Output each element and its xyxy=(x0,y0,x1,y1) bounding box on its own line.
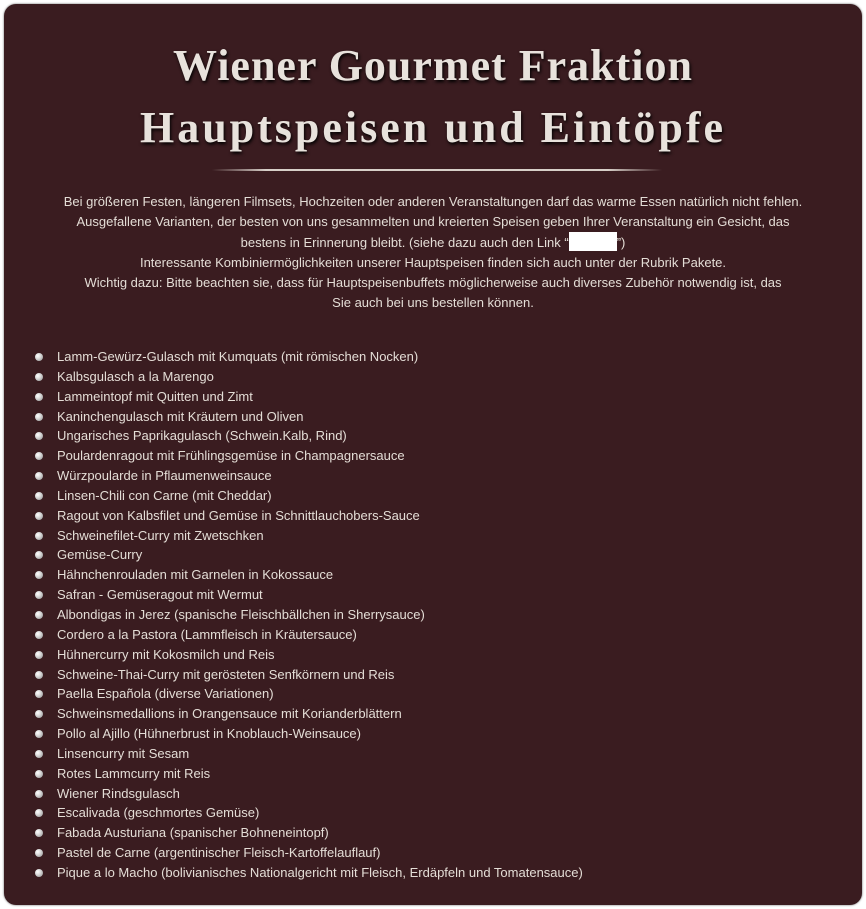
list-item xyxy=(34,724,583,744)
dish-name: Albondigas in Jerez (spanische Fleischbällchen in Sherrysauce) xyxy=(57,606,425,622)
list-item xyxy=(34,605,583,625)
dish-name: Schweinsmedallions in Orangensauce mit Korianderblättern xyxy=(57,706,402,722)
dish-name: Kaninchengulasch mit Kräutern und Oliven xyxy=(57,408,304,424)
bullet-icon xyxy=(35,413,43,421)
list-item xyxy=(34,446,583,466)
bullet-icon xyxy=(35,750,43,758)
intro-line: Bei größeren Festen, längeren Filmsets, Hochzeiten oder anderen Veranstaltungen darf das warme Essen natürlich nicht fehlen. xyxy=(63,194,803,209)
intro-line-text: ”) xyxy=(616,235,626,250)
dish-name: Poulardenragout mit Frühlingsgemüse in Champagnersauce xyxy=(57,448,405,464)
bullet-icon xyxy=(35,611,43,619)
dish-name: Schweinefilet-Curry mit Zwetschken xyxy=(57,527,264,543)
bullet-icon xyxy=(35,353,43,361)
dish-name: Lamm-Gewürz-Gulasch mit Kumquats (mit römischen Nocken) xyxy=(57,349,419,364)
page-title: Wiener Gourmet Fraktion xyxy=(173,41,693,90)
list-item xyxy=(34,863,583,883)
list-item xyxy=(34,426,583,446)
bullet-icon xyxy=(35,829,43,837)
bullet-icon xyxy=(35,571,43,579)
dish-name: Ungarisches Paprikagulasch (Schwein.Kalb, Rind) xyxy=(57,428,347,444)
bullet-icon xyxy=(35,790,43,798)
list-item xyxy=(34,823,583,843)
list-item xyxy=(34,526,583,546)
intro-line-text: bestens in Erinnerung bleibt. (siehe dazu auch den Link “ xyxy=(240,235,569,250)
dish-name: Hähnchenrouladen mit Garnelen in Kokossauce xyxy=(57,567,334,583)
bullet-icon xyxy=(35,591,43,599)
list-item xyxy=(34,407,583,427)
dish-name: Linsen-Chili con Carne (mit Cheddar) xyxy=(57,487,272,503)
dish-name: Ragout von Kalbsfilet und Gemüse in Schnittlauchobers-Sauce xyxy=(57,507,420,523)
bullet-icon xyxy=(35,710,43,718)
list-item xyxy=(34,466,583,486)
list-item xyxy=(34,704,583,724)
bullet-icon xyxy=(35,671,43,679)
dish-name: Fabada Austuriana (spanischer Bohneneintopf) xyxy=(57,825,329,841)
dish-list xyxy=(34,347,583,883)
list-item xyxy=(34,665,583,685)
intro-line: Sie auch bei uns bestellen können. xyxy=(332,295,534,310)
bullet-icon xyxy=(35,512,43,520)
link-placeholder[interactable] xyxy=(569,232,617,251)
list-item xyxy=(34,764,583,784)
bullet-icon xyxy=(35,651,43,659)
dish-name: Linsencurry mit Sesam xyxy=(57,745,190,761)
list-item xyxy=(34,367,583,387)
dish-name: Escalivada (geschmortes Gemüse) xyxy=(57,805,260,821)
intro-text xyxy=(24,192,842,313)
bullet-icon xyxy=(35,849,43,857)
bullet-icon xyxy=(35,452,43,460)
bullet-icon xyxy=(35,690,43,698)
content-panel xyxy=(4,4,862,905)
bullet-icon xyxy=(35,809,43,817)
dish-name: Lammeintopf mit Quitten und Zimt xyxy=(57,388,253,404)
bullet-icon xyxy=(35,770,43,778)
list-item xyxy=(34,803,583,823)
dish-name: Pastel de Carne (argentinischer Fleisch-Kartoffelauflauf) xyxy=(57,845,381,861)
dish-name: Würzpoularde in Pflaumenweinsauce xyxy=(57,468,272,484)
dish-name: Pique a lo Macho (bolivianisches Nationalgericht mit Fleisch, Erdäpfeln und Tomatensauce) xyxy=(57,864,583,880)
list-item xyxy=(34,684,583,704)
dish-name: Cordero a la Pastora (Lammfleisch in Kräutersauce) xyxy=(57,626,357,642)
list-item xyxy=(34,545,583,565)
bullet-icon xyxy=(35,432,43,440)
list-item xyxy=(34,784,583,804)
bullet-icon xyxy=(35,730,43,738)
list-item xyxy=(34,744,583,764)
list-item xyxy=(34,486,583,506)
bullet-icon xyxy=(35,393,43,401)
dish-name: Wiener Rindsgulasch xyxy=(57,785,180,801)
dish-name: Rotes Lammcurry mit Reis xyxy=(57,765,211,781)
list-item xyxy=(34,625,583,645)
intro-line: Wichtig dazu: Bitte beachten sie, dass für Hauptspeisenbuffets möglicherweise auch diverses Zubehör notwendig ist, das xyxy=(84,275,782,290)
dish-name: Gemüse-Curry xyxy=(57,547,143,563)
page-subtitle: Hauptspeisen und Eintöpfe xyxy=(139,103,727,152)
dish-name: Pollo al Ajillo (Hühnerbrust in Knoblauch-Weinsauce) xyxy=(57,726,361,742)
bullet-icon xyxy=(35,492,43,500)
list-item xyxy=(34,347,583,367)
dish-name: Kalbsgulasch a la Marengo xyxy=(57,368,214,384)
list-item xyxy=(34,565,583,585)
list-item xyxy=(34,387,583,407)
list-item xyxy=(34,585,583,605)
list-item xyxy=(34,645,583,665)
bullet-icon xyxy=(35,869,43,877)
bullet-icon xyxy=(35,472,43,480)
intro-line: Interessante Kombiniermöglichkeiten unserer Hauptspeisen finden sich auch unter der Rubrik Pakete. xyxy=(139,255,727,270)
dish-name: Schweine-Thai-Curry mit gerösteten Senfkörnern und Reis xyxy=(57,666,395,682)
dish-name: Paella Española (diverse Variationen) xyxy=(57,686,274,702)
bullet-icon xyxy=(35,532,43,540)
intro-line: Ausgefallene Varianten, der besten von uns gesammelten und kreierten Speisen geben Ihrer Veranstaltung ein Gesicht, das xyxy=(76,214,790,229)
title-divider xyxy=(212,169,662,171)
bullet-icon xyxy=(35,551,43,559)
dish-name: Safran - Gemüseragout mit Wermut xyxy=(57,587,263,603)
intro-line xyxy=(24,232,842,253)
list-item xyxy=(34,506,583,526)
bullet-icon xyxy=(35,373,43,381)
bullet-icon xyxy=(35,631,43,639)
dish-name: Hühnercurry mit Kokosmilch und Reis xyxy=(57,646,275,662)
list-item xyxy=(34,843,583,863)
